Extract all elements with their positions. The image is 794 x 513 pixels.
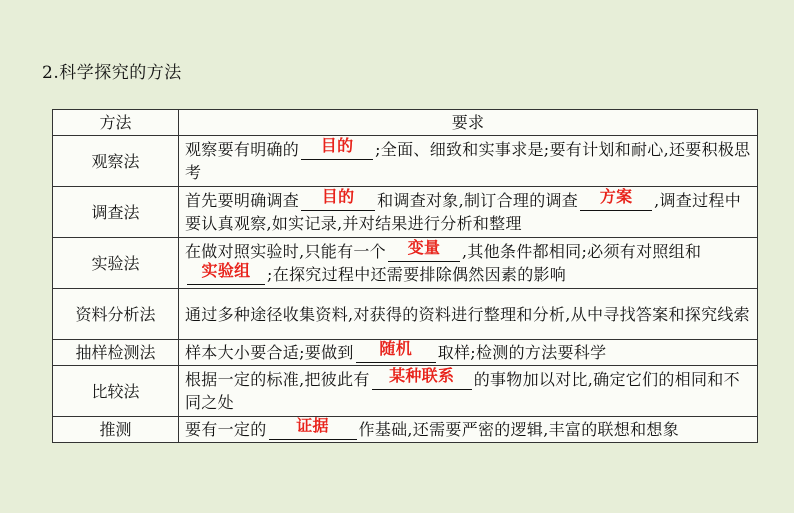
table-row bbox=[53, 366, 758, 417]
method-cell: 观察法 bbox=[53, 136, 179, 187]
answer-blank bbox=[580, 187, 652, 211]
requirement-text: ,其他条件都相同;必须有对照组和 bbox=[462, 242, 702, 261]
requirement-text: 取样;检测的方法要科学 bbox=[437, 343, 607, 362]
requirement-text: ;全面、细致和实事求是;要有计划和耐心,还要积极思考 bbox=[185, 140, 751, 182]
method-cell: 抽样检测法 bbox=[53, 340, 179, 366]
answer-text: 某种联系 bbox=[389, 366, 455, 385]
requirement-text: 和调查对象,制订合理的调查 bbox=[377, 191, 579, 210]
answer-blank bbox=[301, 187, 375, 211]
answer-text: 实验组 bbox=[201, 261, 251, 280]
answer-text: 随机 bbox=[379, 339, 412, 358]
requirement-cell bbox=[179, 187, 758, 238]
table-row bbox=[53, 417, 758, 443]
requirement-cell bbox=[179, 238, 758, 289]
answer-blank bbox=[301, 136, 373, 160]
table-row bbox=[53, 289, 758, 340]
answer-blank bbox=[269, 416, 357, 440]
requirement-cell bbox=[179, 136, 758, 187]
requirement-text: 要有一定的 bbox=[185, 420, 267, 439]
requirement-cell bbox=[179, 417, 758, 443]
answer-text: 目的 bbox=[320, 136, 354, 155]
requirement-text: 样本大小要合适;要做到 bbox=[185, 343, 354, 362]
table-row bbox=[53, 187, 758, 238]
requirement-cell bbox=[179, 340, 758, 366]
requirement-cell bbox=[179, 366, 758, 417]
requirement-text: ;在探究过程中还需要排除偶然因素的影响 bbox=[267, 265, 567, 284]
requirement-text: 首先要明确调查 bbox=[185, 191, 300, 210]
header-method: 方法 bbox=[53, 110, 179, 136]
answer-blank bbox=[388, 238, 460, 262]
requirement-text: 通过多种途径收集资料,对获得的资料进行整理和分析,从中寻找答案和探究线索 bbox=[185, 304, 750, 324]
header-requirement: 要求 bbox=[179, 110, 758, 136]
table-row bbox=[53, 238, 758, 289]
answer-blank bbox=[187, 261, 265, 285]
requirement-text: 作基础,还需要严密的逻辑,丰富的联想和想象 bbox=[358, 420, 679, 439]
requirement-text: 的事物加以对比,确定它们的相同和不同之处 bbox=[185, 370, 740, 412]
requirement-text: 在做对照实验时,只能有一个 bbox=[185, 242, 386, 261]
answer-text: 目的 bbox=[321, 187, 355, 206]
requirement-text: ,调查过程中要认真观察,如实记录,并对结果进行分析和整理 bbox=[185, 191, 741, 233]
method-cell: 实验法 bbox=[53, 238, 179, 289]
table-row bbox=[53, 136, 758, 187]
methods-table bbox=[52, 109, 758, 443]
requirement-cell bbox=[179, 289, 758, 340]
answer-blank bbox=[356, 339, 436, 363]
requirement-text: 根据一定的标准,把彼此有 bbox=[185, 370, 370, 389]
answer-text: 方案 bbox=[599, 187, 633, 206]
answer-blank bbox=[372, 366, 472, 390]
requirement-text: 观察要有明确的 bbox=[185, 140, 300, 159]
method-cell: 资料分析法 bbox=[53, 289, 179, 340]
table-row bbox=[53, 340, 758, 366]
answer-text: 变量 bbox=[407, 238, 441, 257]
table-header-row bbox=[53, 110, 758, 136]
method-cell: 调查法 bbox=[53, 187, 179, 238]
section-heading: 2.科学探究的方法 bbox=[42, 63, 182, 83]
method-cell: 比较法 bbox=[53, 366, 179, 417]
method-cell: 推测 bbox=[53, 417, 179, 443]
answer-text: 证据 bbox=[296, 416, 329, 435]
